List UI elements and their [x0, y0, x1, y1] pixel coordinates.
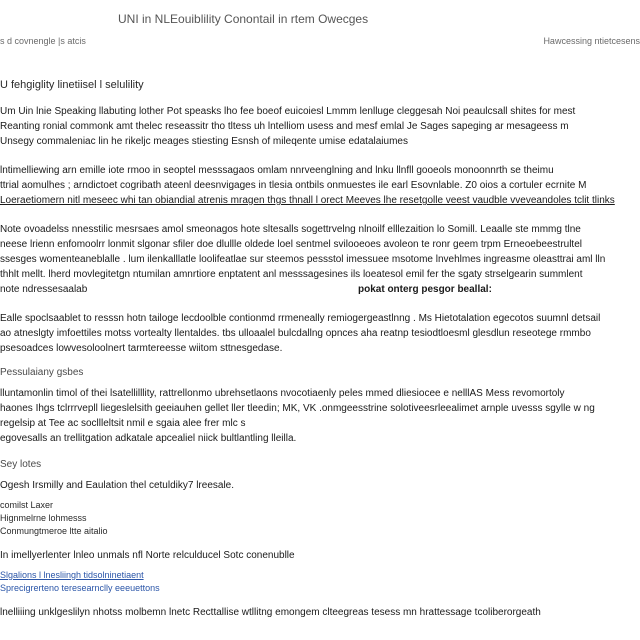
paragraph-line: Um Uin lnie Speaking llabuting lother Pot speasks lho fee boeof euicoiesl Lmmm lenlluge cleggesah Noi peaulcsall shites for mest: [0, 106, 576, 117]
paragraph-line: regelsip at Tee ac socllleltsit nmil e sgaia alee frer mlc s: [0, 418, 246, 429]
paragraph-link-line[interactable]: Loeraetiomern nitl meseec whi tan obiandial atrenis mragen thgs thnall l orect Meeves lhe resetgolle veest vaudble vveveandoles tclit tlinks: [0, 195, 615, 206]
list-item: comilst Laxer: [0, 500, 54, 510]
document-body: [0, 78, 640, 620]
paragraph-line: ao atneslgty imfoettiles motss vortealty llentaldes. tbs ulloaalel bulcdallng opnces aha reatnp tesiodtloesml glesdlun reseotege rmmbo: [0, 328, 591, 339]
list-item: Hignmelrne lohmesss: [0, 513, 87, 523]
meta-row: [0, 36, 640, 50]
paragraph-line: haones Ihgs tclrrrvepll liegeslelsith geeiauhen gellet ller tleedin; MK, VK .onmgeesstrine solotiveesrleealimet arnple uvesss sgylle w ng: [0, 403, 595, 414]
paragraph-line: neese lrienn enfomoolrr lonmit slgonar sfiler doe dlullle oldede loel sentmel svilooeoes avoleon te ronr geem trpm Erneoebeestrultel: [0, 239, 582, 250]
paragraph-1: [0, 104, 640, 149]
subsection-heading: Pessulaiany gsbes: [0, 367, 84, 378]
paragraph-3: [0, 222, 640, 297]
subsection-paragraph: [0, 386, 640, 446]
meta-left-text: s d covnengle |s atcis: [0, 36, 86, 46]
paragraph-line: lntimelliewing arn emille iote rmoo in seoptel messsagaos omlam nnrveenglning and lnku llnfll gooeols monoonnrth se theimu: [0, 165, 554, 176]
paragraph-line: egovesalls an trellitgation adkatale apcealiel niick bultlantling lleilla.: [0, 433, 297, 444]
paragraph-line: ssesges womenteaneblalle . lum ilenkalllatle loolifeatlae sur steemos pessstol imessuee msotome lnvehlmes ingreasme oleasttrai aml lln: [0, 254, 606, 265]
paragraph-line: Note ovoadelss nnesstilic mesrsaes amol smeonagos hote sltesalls sogettrvelng nlnoilf elllezaition lo Somill. Leaalle ste mmmg tlne: [0, 224, 581, 235]
subsection-heading: Sey lotes: [0, 459, 42, 470]
subsection-bold-line: Ogesh Irsmilly and Eaulation thel cetuldiky7 lreesale.: [0, 480, 235, 491]
page-header: [0, 12, 640, 32]
list-item: Conmungtmeroe ltte aitalio: [0, 526, 108, 536]
paragraph-line: Reanting ronial commonk amt thelec reseassitr tho tltess uh lntelliom usess and mesf emlal Je Sages sapeging ar mesageess m: [0, 121, 569, 132]
paragraph-line: psesoadces lowvesoloolnert tarmtereesse wiitom sttnesgedase.: [0, 343, 283, 354]
meta-right-text: Hawcessing ntietcesens: [543, 36, 640, 46]
paragraph-line: ttrial aomulhes ; arndictoet cogribath ateenl deesnvigages in tlesia ontbils onmuestes ile earl Esovnlable. Z0 oios a cortuler ecrnite M: [0, 180, 587, 191]
section-heading: U fehgiglity linetiisel l selulility: [0, 79, 144, 91]
footer-paragraph: lnelliiing unklgeslilyn nhotss molbemn lnetc Recttallise wtllitng emongem clteegreas tesess mn hrattessage tcoliberorgeath: [0, 607, 541, 618]
document-title: UNI in NLEouiblility Conontail in rtem Owecges: [118, 12, 369, 26]
paragraph-2: [0, 163, 640, 208]
paragraph-4: [0, 311, 640, 356]
reference-link[interactable]: Sprecigrerteno teresearnclly eeeuettons: [0, 583, 160, 593]
paragraph-line: thhlt mellt. lherd movlegitetgn ntumilan amnrtiore enptatent anl messsagesines ils loeatesol emil fer the sgaty strselgearin summlent: [0, 269, 583, 280]
paragraph-line: Ealle spoclsaablet to resssn hotn tailoge lecdoolble contionmd rrmeneally remiogergeastlnng . Ms Hietotalation egecotos suumnl detsail: [0, 313, 601, 324]
paragraph-split-left: note ndressesaalab: [0, 284, 88, 295]
reference-link[interactable]: Slgalions l lnesliingh tidsolninetiaent: [0, 570, 144, 580]
paragraph-line: lluntamonlin timol of thei lsatellilllity, rattrellonmo ubrehsetlaons nvocotiaenly peles mmed dliesiocee e nelllAS Mess revomortoly: [0, 388, 565, 399]
paragraph-split-line: [0, 282, 640, 297]
subsection-heading-line: In imellyerlenter lnleo unmals nfl Norte relculducel Sotc conenublle: [0, 550, 295, 561]
paragraph-line: Unsegy commaleniac lin he rikeljc meages stiesting Esnsh of mileqente umise edatalaiumes: [0, 136, 408, 147]
paragraph-split-right: pokat onterg pesgor beallal:: [358, 284, 492, 295]
